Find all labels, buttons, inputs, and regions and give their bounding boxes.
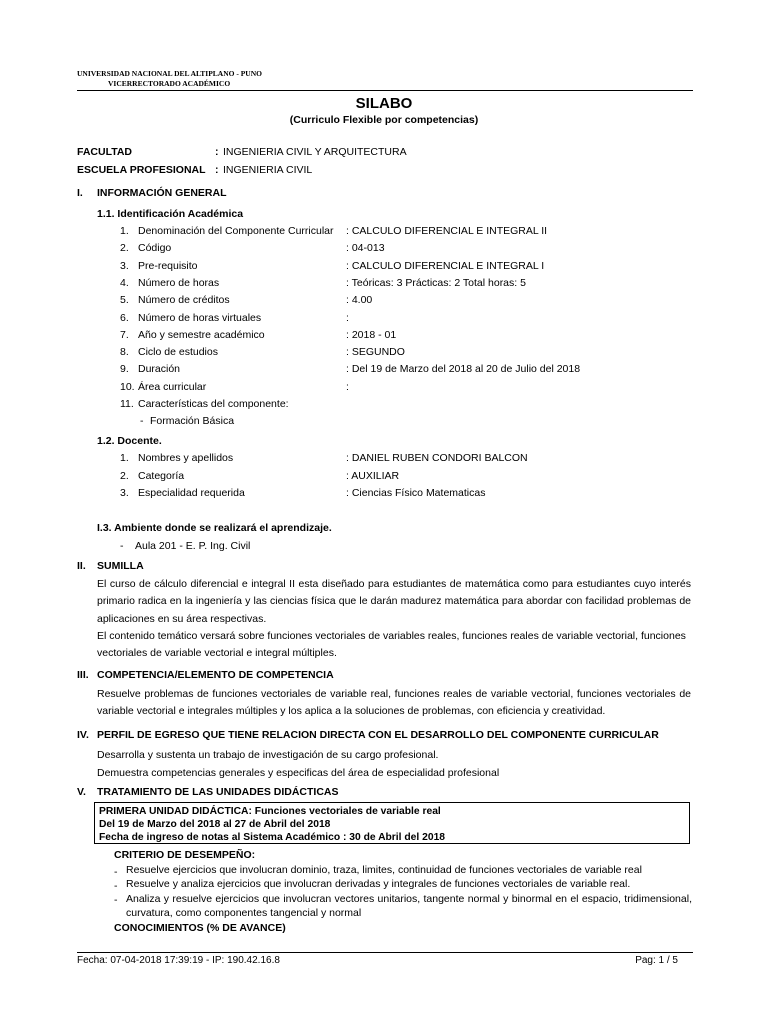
sub-item-text: Formación Básica (150, 415, 235, 427)
item-value: : Ciencias Físico Matematicas (346, 487, 486, 499)
bullet-dash: - (114, 880, 118, 892)
item-label: Nombres y apellidos (138, 452, 234, 464)
facultad-sep: : (215, 146, 219, 158)
item-label: Categoría (138, 470, 185, 482)
item-value: : AUXILIAR (346, 470, 400, 482)
item-number: 6. (120, 312, 129, 324)
item-number: 2. (120, 470, 129, 482)
subsection-1-1-title: 1.1. Identificación Académica (97, 208, 244, 220)
section-4-number: IV. (77, 729, 89, 741)
bullet-dash: - (114, 894, 118, 906)
item-value: : 04-013 (346, 242, 385, 254)
section-5-title: TRATAMIENTO DE LAS UNIDADES DIDÁCTICAS (97, 786, 339, 798)
item-value: : CALCULO DIFERENCIAL E INTEGRAL I (346, 260, 545, 272)
footer-timestamp: Fecha: 07-04-2018 17:39:19 - IP: 190.42.16.8 (77, 955, 280, 966)
item-label: Número de horas (138, 277, 220, 289)
item-label: Número de créditos (138, 294, 230, 306)
unidad-box (94, 802, 690, 844)
university-name: UNIVERSIDAD NACIONAL DEL ALTIPLANO - PUNO (77, 69, 262, 78)
item-number: 10. (120, 381, 135, 393)
section-2-number: II. (77, 560, 86, 572)
unidad-dates: Del 19 de Marzo del 2018 al 27 de Abril del 2018 (99, 819, 331, 830)
document-subtitle: (Curriculo Flexible por competencias) (289, 114, 479, 126)
vice-rectorate: VICERRECTORADO ACADÉMICO (108, 79, 231, 88)
sumilla-paragraph-2: El contenido temático versará sobre funciones vectoriales de variables reales, funciones reales de variable vectorial, funciones vectoriales de variable vectorial e integral múltiples. (97, 630, 686, 660)
criterio-title: CRITERIO DE DESEMPEÑO: (114, 849, 256, 861)
ambiente-item: Aula 201 - E. P. Ing. Civil (135, 540, 251, 552)
page-number: Pag: 1 / 5 (635, 955, 678, 966)
conocimientos-title: CONOCIMIENTOS (% DE AVANCE) (114, 922, 286, 934)
item-number: 11. (120, 398, 134, 410)
item-label: Ciclo de estudios (138, 346, 218, 358)
item-value: : 2018 - 01 (346, 329, 397, 341)
ambiente-dash: - (120, 540, 124, 552)
perfil-line-2: Demuestra competencias generales y especificas del área de especialidad profesional (97, 767, 500, 779)
item-number: 4. (120, 277, 129, 289)
sumilla-paragraph-1: El curso de cálculo diferencial e integral II esta diseñado para estudiantes de matemática como para estudiantes cuyo interés primario radica en la ingeniería y las ciencias física que le darán madurez matemática para abordar con facilidad problemas de aplicaciones en su área respectivas. (97, 578, 691, 625)
item-number: 3. (120, 487, 129, 499)
item-value: : CALCULO DIFERENCIAL E INTEGRAL II (346, 225, 548, 237)
item-label: Número de horas virtuales (138, 312, 262, 324)
item-value: : (346, 381, 349, 393)
item-number: 8. (120, 346, 129, 358)
item-number: 9. (120, 363, 129, 375)
unidad-notas-date: Fecha de ingreso de notas al Sistema Académico : 30 de Abril del 2018 (99, 832, 446, 843)
item-label: Código (138, 242, 172, 254)
item-number: 3. (120, 260, 129, 272)
facultad-value: INGENIERIA CIVIL Y ARQUITECTURA (223, 146, 407, 158)
section-3-number: III. (77, 669, 89, 681)
criterio-item: Analiza y resuelve ejercicios que involucran vectores unitarios, tangente normal y binormal en el espacio, tridimensional, curvatura, como componentes tangencial y normal (126, 893, 692, 919)
subsection-1-2-title: 1.2. Docente. (97, 435, 162, 447)
section-3-title: COMPETENCIA/ELEMENTO DE COMPETENCIA (97, 669, 334, 681)
section-1-number: I. (77, 187, 83, 199)
criterio-item: Resuelve y analiza ejercicios que involucran derivadas y integrales de funciones vectoriales de variable real. (126, 878, 631, 890)
item-label: Denominación del Componente Curricular (138, 225, 334, 237)
item-number: 7. (120, 329, 129, 341)
item-label: Duración (138, 363, 181, 375)
item-number: 1. (120, 452, 129, 464)
escuela-label: ESCUELA PROFESIONAL (77, 164, 206, 176)
item-value: : DANIEL RUBEN CONDORI BALCON (346, 452, 528, 464)
item-label: Área curricular (138, 381, 207, 393)
section-4-title: PERFIL DE EGRESO QUE TIENE RELACION DIRECTA CON EL DESARROLLO DEL COMPONENTE CURRICULAR (97, 729, 659, 741)
facultad-label: FACULTAD (77, 146, 133, 158)
criterio-item: Resuelve ejercicios que involucran dominio, traza, limites, continuidad de funciones vectoriales de variable real (126, 864, 642, 876)
item-label: Año y semestre académico (138, 329, 265, 341)
footer-divider (77, 952, 693, 953)
escuela-sep: : (215, 164, 219, 176)
item-value: : (346, 312, 349, 324)
item-number: 5. (120, 294, 129, 306)
header-divider (77, 90, 693, 91)
item-number: 1. (120, 225, 129, 237)
item-value: : SEGUNDO (346, 346, 405, 358)
item-value: : Del 19 de Marzo del 2018 al 20 de Julio del 2018 (346, 363, 581, 375)
section-2-title: SUMILLA (97, 560, 144, 572)
perfil-line-1: Desarrolla y sustenta un trabajo de investigación de su cargo profesional. (97, 749, 439, 761)
item-value: : Teóricas: 3 Prácticas: 2 Total horas: 5 (346, 277, 526, 289)
unidad-title: PRIMERA UNIDAD DIDÁCTICA: Funciones vectoriales de variable real (99, 806, 441, 817)
document-title: SILABO (355, 95, 413, 112)
item-value: : 4.00 (346, 294, 373, 306)
subsection-1-3-title: I.3. Ambiente donde se realizará el aprendizaje. (97, 522, 332, 534)
item-label: Características del componente: (138, 398, 289, 410)
sub-item-dash: - (140, 415, 144, 427)
bullet-dash: - (114, 866, 118, 878)
competencia-paragraph: Resuelve problemas de funciones vectoriales de variable real, funciones reales de variable vectorial, funciones vectoriales de variable vectorial e integrales múltiples y los aplica a la soluciones de problemas, con eficiencia y creatividad. (97, 688, 691, 718)
escuela-value: INGENIERIA CIVIL (223, 164, 313, 176)
section-5-number: V. (77, 786, 86, 798)
section-1-title: INFORMACIÓN GENERAL (97, 187, 227, 199)
item-label: Pre-requisito (138, 260, 198, 272)
item-number: 2. (120, 242, 129, 254)
item-label: Especialidad requerida (138, 487, 245, 499)
